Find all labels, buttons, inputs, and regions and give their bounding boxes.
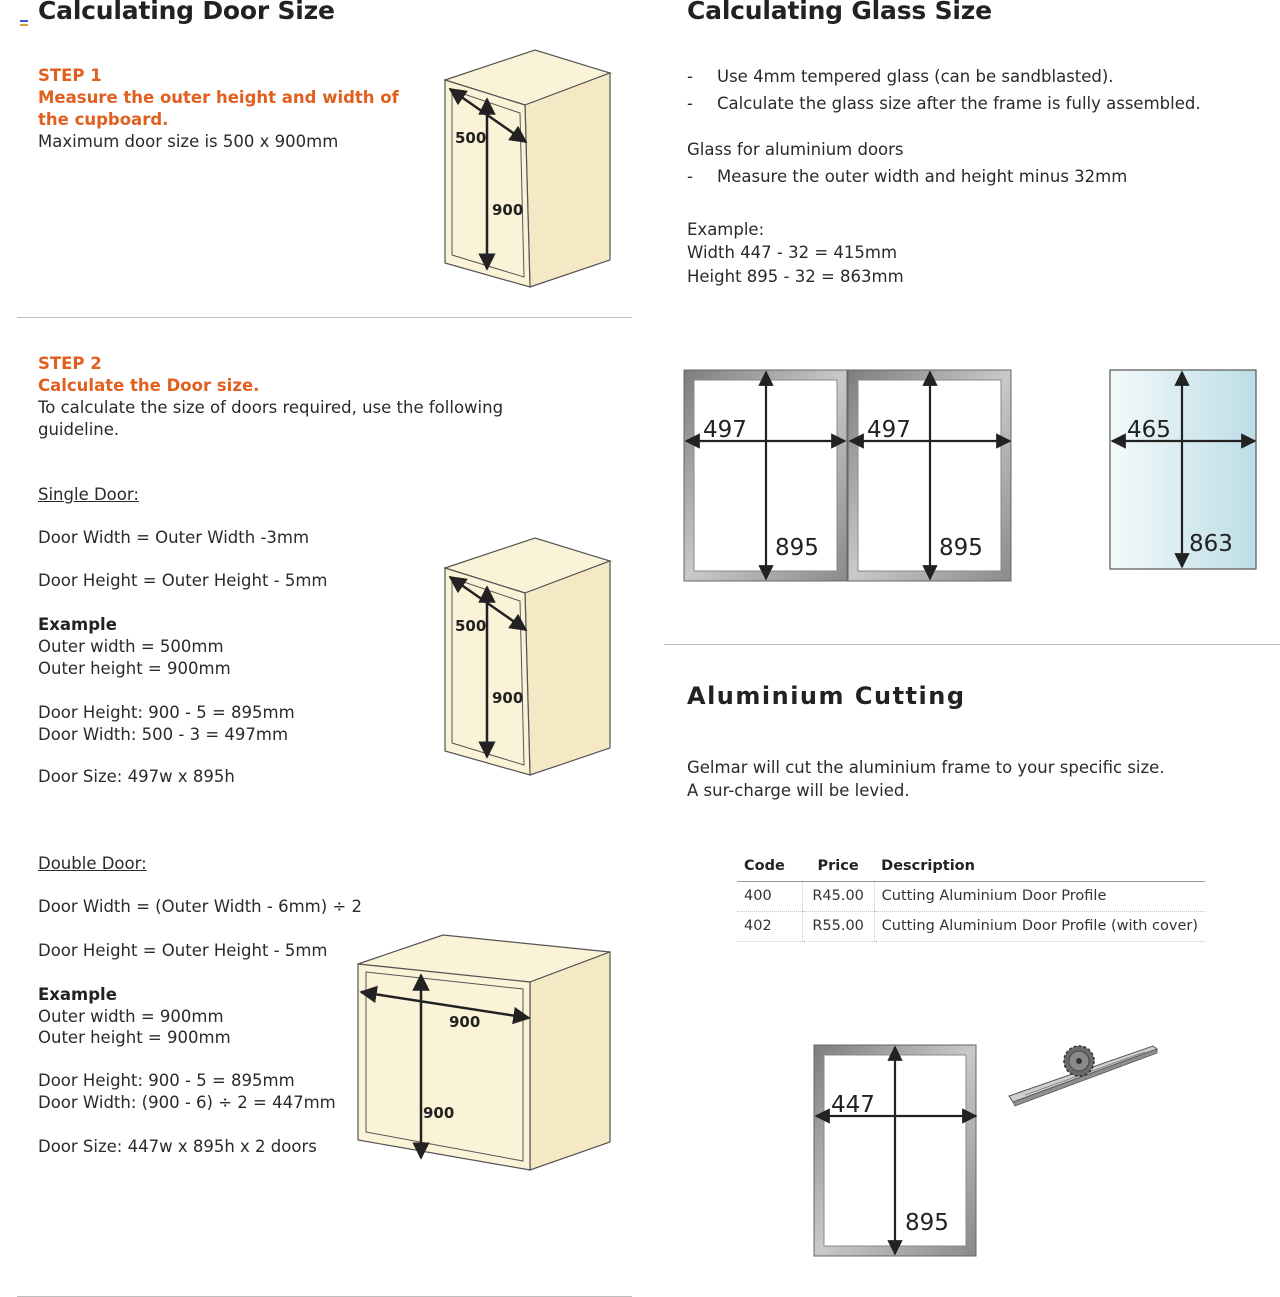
glass-example-label: Example: (687, 220, 765, 239)
double-example-label: Example (38, 985, 117, 1004)
frame2-width-label: 497 (867, 417, 911, 443)
glass-bullet-text: Calculate the glass size after the frame is fully assembled. (717, 94, 1201, 113)
double-height-label: 900 (423, 1104, 455, 1122)
aluminium-cutting-title: Aluminium Cutting (687, 682, 966, 710)
page-title-glass-size: Calculating Glass Size (687, 0, 992, 25)
table-cell-description: Cutting Aluminium Door Profile (874, 882, 1205, 912)
double-formula-width: Door Width = (Outer Width - 6mm) ÷ 2 (38, 897, 362, 916)
divider (17, 317, 632, 318)
frame1-height-label: 895 (775, 535, 819, 561)
step1-heading-line1: Measure the outer height and width of (38, 88, 399, 107)
table-cell-code: 402 (737, 912, 802, 942)
step1-height-label: 900 (492, 201, 524, 219)
double-frame-diagram (683, 369, 1013, 583)
step1-width-label: 500 (455, 129, 487, 147)
double-width-label: 900 (449, 1013, 481, 1031)
step2-heading: Calculate the Door size. (38, 376, 260, 395)
cutting-text-line1: Gelmar will cut the aluminium frame to your specific size. (687, 758, 1165, 777)
double-outer-height: Outer height = 900mm (38, 1028, 231, 1047)
single-door-size: Door Size: 497w x 895h (38, 767, 235, 786)
step2-label: STEP 2 (38, 354, 102, 373)
bullet-dash: - (687, 67, 693, 86)
single-formula-width: Door Width = Outer Width -3mm (38, 528, 310, 547)
aluminium-glass-heading: Glass for aluminium doors (687, 140, 904, 159)
aluminium-glass-bullet-text: Measure the outer width and height minus 32mm (717, 167, 1128, 186)
glass-example-width: Width 447 - 32 = 415mm (687, 243, 898, 262)
single-example-label: Example (38, 615, 117, 634)
table-row (737, 912, 1205, 942)
glass-bullet-text: Use 4mm tempered glass (can be sandblasted). (717, 67, 1114, 86)
double-door-title: Double Door: (38, 854, 147, 873)
column-header-price: Price (802, 851, 874, 882)
double-calc-height: Door Height: 900 - 5 = 895mm (38, 1071, 295, 1090)
bullet-dash: - (687, 167, 693, 186)
double-door-size: Door Size: 447w x 895h x 2 doors (38, 1137, 317, 1156)
table-cell-code: 400 (737, 882, 802, 912)
single-width-label: 500 (455, 617, 487, 635)
cabinet-diagram-step1 (440, 45, 615, 290)
column-header-code: Code (737, 851, 802, 882)
table-cell-price: R45.00 (802, 882, 874, 912)
cut-frame-width-label: 447 (831, 1092, 875, 1118)
table-cell-price: R55.00 (802, 912, 874, 942)
single-outer-height: Outer height = 900mm (38, 659, 231, 678)
frame1-width-label: 497 (703, 417, 747, 443)
glass-example-height: Height 895 - 32 = 863mm (687, 267, 904, 286)
cabinet-diagram-double (355, 932, 615, 1174)
column-header-description: Description (874, 851, 1205, 882)
saw-icon (1005, 1040, 1160, 1108)
glass-height-label: 863 (1189, 531, 1233, 557)
cutting-price-table (737, 851, 1205, 942)
single-calc-width: Door Width: 500 - 3 = 497mm (38, 725, 289, 744)
glass-panel-diagram (1109, 369, 1258, 571)
single-door-title: Single Door: (38, 485, 139, 504)
glass-width-label: 465 (1127, 417, 1171, 443)
single-formula-height: Door Height = Outer Height - 5mm (38, 571, 328, 590)
decorative-mark (20, 20, 28, 26)
table-header-row (737, 851, 1205, 882)
cutting-text-line2: A sur-charge will be levied. (687, 781, 910, 800)
table-row (737, 882, 1205, 912)
single-frame-diagram (813, 1044, 979, 1258)
double-outer-width: Outer width = 900mm (38, 1007, 224, 1026)
single-calc-height: Door Height: 900 - 5 = 895mm (38, 703, 295, 722)
step1-label: STEP 1 (38, 66, 102, 85)
step2-text-line2: guideline. (38, 420, 120, 439)
single-outer-width: Outer width = 500mm (38, 637, 224, 656)
table-cell-description: Cutting Aluminium Door Profile (with cover) (874, 912, 1205, 942)
bullet-dash: - (687, 94, 693, 113)
double-calc-width: Door Width: (900 - 6) ÷ 2 = 447mm (38, 1093, 336, 1112)
cabinet-diagram-single (440, 533, 615, 778)
page-title-door-size: Calculating Door Size (38, 0, 335, 25)
aluminium-glass-bullet (687, 166, 1127, 188)
glass-bullet-2 (687, 93, 1201, 115)
double-formula-height: Door Height = Outer Height - 5mm (38, 941, 328, 960)
single-height-label: 900 (492, 689, 524, 707)
frame2-height-label: 895 (939, 535, 983, 561)
divider (664, 644, 1280, 645)
step1-heading-line2: the cupboard. (38, 110, 169, 129)
step2-text-line1: To calculate the size of doors required, use the following (38, 398, 504, 417)
step1-text: Maximum door size is 500 x 900mm (38, 132, 339, 151)
glass-bullet-1 (687, 66, 1114, 88)
cut-frame-height-label: 895 (905, 1210, 949, 1236)
